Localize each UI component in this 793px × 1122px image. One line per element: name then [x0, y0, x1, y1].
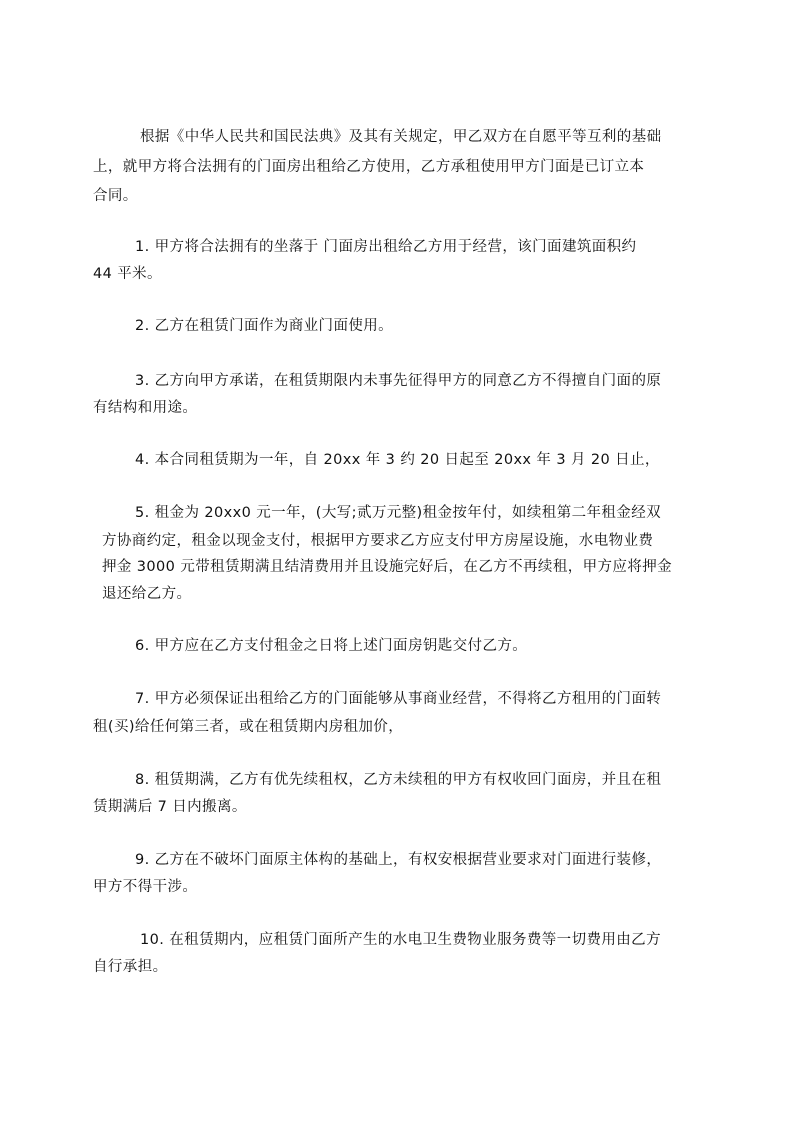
- clause-3-line-1: 3. 乙方向甲方承诺，在租赁期限内未事先征得甲方的同意乙方不得擅自门面的原: [135, 373, 662, 389]
- intro-line-2: 上，就甲方将合法拥有的门面房出租给乙方使用，乙方承租使用甲方门面是已订立本: [93, 159, 645, 175]
- clause-9-line-2: 甲方不得干涉。: [93, 879, 198, 895]
- clause-5-line-1: 5. 租金为 20xx0 元一年，(大写;贰万元整)租金按年付，如续租第二年租金经双: [135, 505, 661, 521]
- clause-8-line-1: 8. 租赁期满，乙方有优先续租权，乙方未续租的甲方有权收回门面房，并且在租: [135, 772, 662, 788]
- clause-10-line-2: 自行承担。: [93, 959, 168, 975]
- clause-2-line-1: 2. 乙方在租赁门面作为商业门面使用。: [135, 318, 394, 334]
- intro-line-3: 合同。: [93, 188, 138, 204]
- clause-5-line-4: 退还给乙方。: [102, 586, 192, 602]
- clause-1-line-1: 1. 甲方将合法拥有的坐落于 门面房出租给乙方用于经营，该门面建筑面积约: [135, 239, 637, 255]
- clause-5-line-2: 方协商约定，租金以现金支付，根据甲方要求乙方应支付甲方房屋设施，水电物业费: [102, 533, 654, 549]
- clause-9-line-1: 9. 乙方在不破坏门面原主体构的基础上，有权安根据营业要求对门面进行装修，: [135, 852, 662, 868]
- intro-line-1: 根据《中华人民共和国民法典》及其有关规定，甲乙双方在自愿平等互利的基础: [140, 129, 662, 145]
- clause-10-line-1: 10. 在租赁期内，应租赁门面所产生的水电卫生费物业服务费等一切费用由乙方: [140, 932, 661, 948]
- clause-5-line-3: 押金 3000 元带租赁期满且结清费用并且设施完好后，在乙方不再续租，甲方应将押金: [102, 559, 673, 575]
- clause-7-line-2: 租(买)给任何第三者，或在租赁期内房租加价，: [93, 719, 404, 735]
- clause-4-line-1: 4. 本合同租赁期为一年，自 20xx 年 3 约 20 日起至 20xx 年 3 月 20 日止，: [135, 452, 660, 468]
- clause-7-line-1: 7. 甲方必须保证出租给乙方的门面能够从事商业经营，不得将乙方租用的门面转: [135, 691, 662, 707]
- clause-6-line-1: 6. 甲方应在乙方支付租金之日将上述门面房钥匙交付乙方。: [135, 638, 528, 654]
- clause-8-line-2: 赁期满后 7 日内搬离。: [93, 799, 247, 815]
- clause-1-line-2: 44 平米。: [93, 266, 162, 282]
- clause-3-line-2: 有结构和用途。: [93, 400, 198, 416]
